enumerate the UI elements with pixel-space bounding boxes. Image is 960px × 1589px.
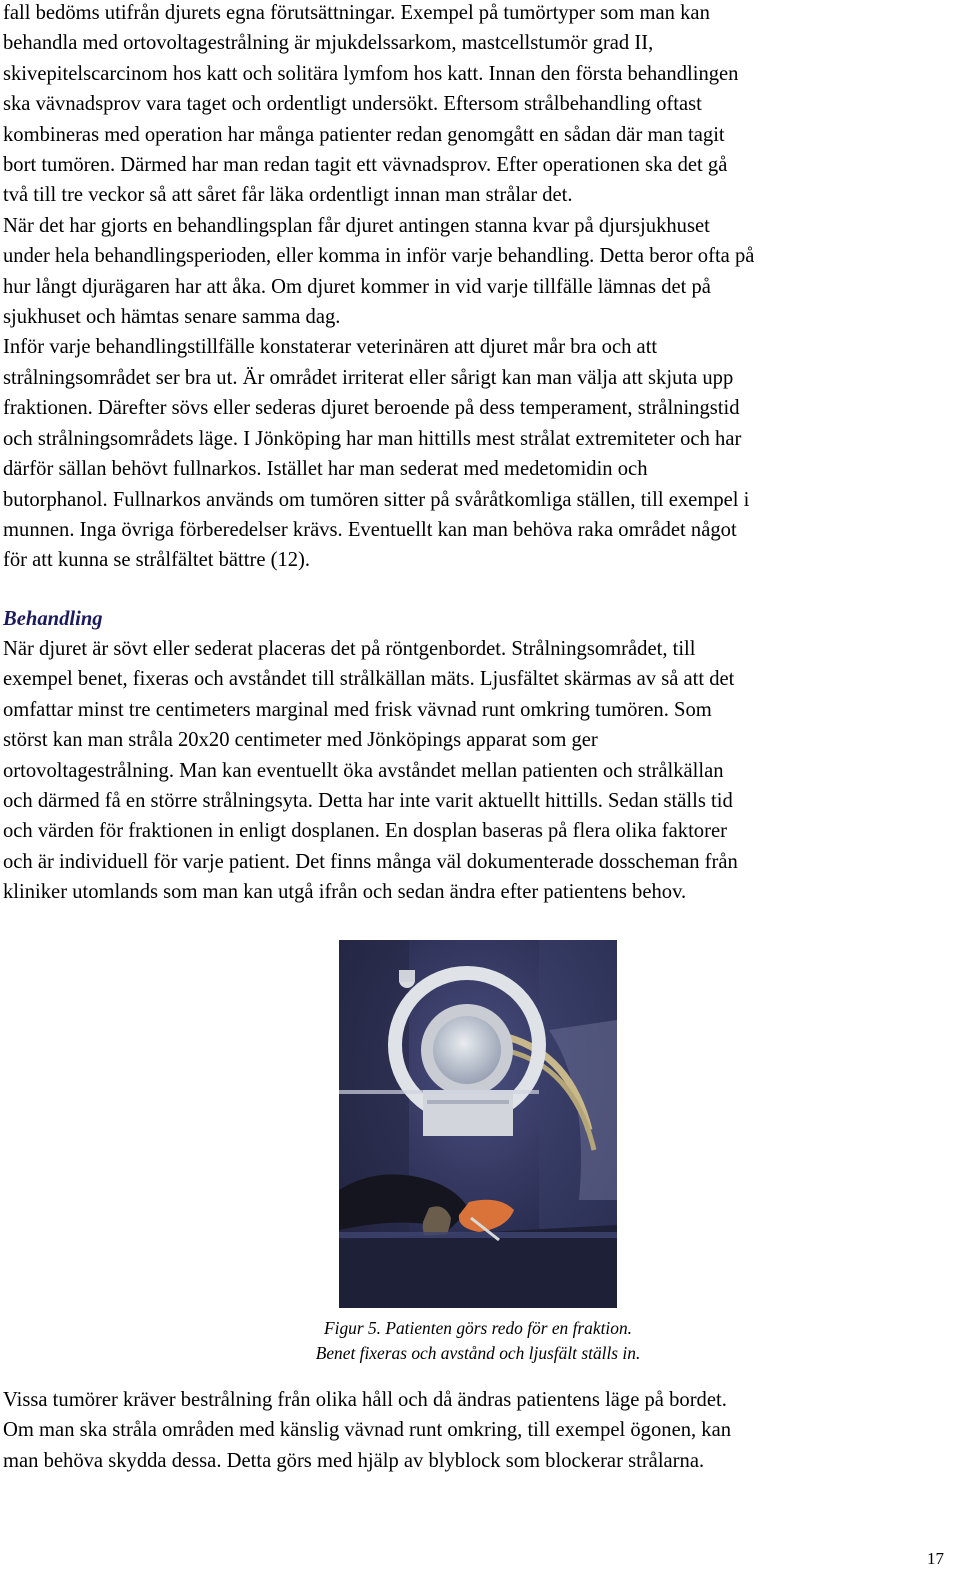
caption-line: Benet fixeras och avstånd och ljusfält ställs in. — [315, 1343, 641, 1363]
text-line: omfattar minst tre centimeters marginal med frisk vävnad runt omkring tumören. Som — [3, 698, 712, 721]
text-line: under hela behandlingsperioden, eller komma in inför varje behandling. Detta beror ofta på — [3, 245, 755, 268]
section-heading: Behandling — [3, 608, 103, 630]
text-line: ska vävnadsprov vara taget och ordentligt undersökt. Eftersom strålbehandling oftast — [3, 93, 702, 116]
caption-line: Figur 5. Patienten görs redo för en fraktion. — [323, 1318, 632, 1338]
text-line: därför sällan behövt fullnarkos. Istället har man sederat med medetomidin och — [3, 458, 648, 481]
text-line: strålningsområdet ser bra ut. Är området irriterat eller sårigt kan man välja att skjuta upp — [3, 366, 734, 389]
text-line: behandla med ortovoltagestrålning är mjukdelssarkom, mastcellstumör grad II, — [3, 32, 654, 55]
text-line: och därmed få en större strålningsyta. Detta har inte varit aktuellt hittills. Sedan ställs tid — [3, 790, 733, 813]
text-line: När djuret är sövt eller sederat placeras det på röntgenbordet. Strålningsområdet, till — [3, 638, 696, 660]
page-number: 17 — [927, 1549, 944, 1568]
text-line: exempel benet, fixeras och avståndet till strålkällan mäts. Ljusfältet skärmas av så att det — [3, 668, 735, 691]
paragraph-intro — [3, 0, 754, 576]
text-line: och är individuell för varje patient. Det finns många väl dokumenterade dosscheman från — [3, 850, 738, 873]
text-line: När det har gjorts en behandlingsplan får djuret antingen stanna kvar på djursjukhuset — [3, 214, 710, 237]
figure-photo — [339, 940, 617, 1308]
text-line: sjukhuset och hämtas senare samma dag. — [3, 306, 341, 329]
text-line: Vissa tumörer kräver bestrålning från olika håll och då ändras patientens läge på bordet. — [3, 1389, 727, 1411]
text-line: störst kan man stråla 20x20 centimeter med Jönköpings apparat som ger — [3, 729, 598, 752]
text-line: butorphanol. Fullnarkos används om tumören sitter på svåråtkomliga ställen, till exempel i — [3, 488, 750, 511]
text-line: och strålningsområdets läge. I Jönköping har man hittills mest strålat extremiteter och har — [3, 427, 742, 450]
figure-caption — [3, 1316, 953, 1366]
text-line: ortovoltagestrålning. Man kan eventuellt öka avståndet mellan patienten och strålkällan — [3, 759, 724, 782]
text-line: Inför varje behandlingstillfälle konstaterar veterinären att djuret mår bra och att — [3, 336, 658, 359]
text-line: fall bedöms utifrån djurets egna förutsättningar. Exempel på tumörtyper som man kan — [3, 2, 710, 24]
text-line: för att kunna se strålfältet bättre (12). — [3, 549, 311, 572]
paragraph-treatment — [3, 634, 738, 908]
text-line: skivepitelscarcinom hos katt och solitära lymfom hos katt. Innan den första behandlingen — [3, 62, 739, 85]
text-line: hur långt djurägaren har att åka. Om djuret kommer in vid varje tillfälle lämnas det på — [3, 275, 711, 298]
text-line: Om man ska stråla områden med känslig vävnad runt omkring, till exempel ögonen, kan — [3, 1419, 732, 1442]
text-line: kombineras med operation har många patienter redan genomgått en sådan där man tagit — [3, 123, 725, 146]
text-line: man behöva skydda dessa. Detta görs med hjälp av blyblock som blockerar strålarna. — [3, 1449, 705, 1472]
text-line: fraktionen. Därefter sövs eller sederas djuret beroende på dess temperament, strålningstid — [3, 397, 740, 420]
text-line: bort tumören. Därmed har man redan tagit ett vävnadsprov. Efter operationen ska det gå — [3, 154, 728, 177]
paragraph-shielding — [3, 1385, 731, 1476]
text-line: kliniker utomlands som man kan utgå ifrån och sedan ändra efter patientens behov. — [3, 881, 687, 904]
xray-machine-photo — [339, 940, 617, 1308]
text-line: och värden för fraktionen in enligt dosplanen. En dosplan baseras på flera olika faktorer — [3, 820, 727, 843]
text-line: två till tre veckor så att såret får läka ordentligt innan man strålar det. — [3, 184, 573, 207]
text-line: munnen. Inga övriga förberedelser krävs. Eventuellt kan man behöva raka området något — [3, 518, 737, 541]
